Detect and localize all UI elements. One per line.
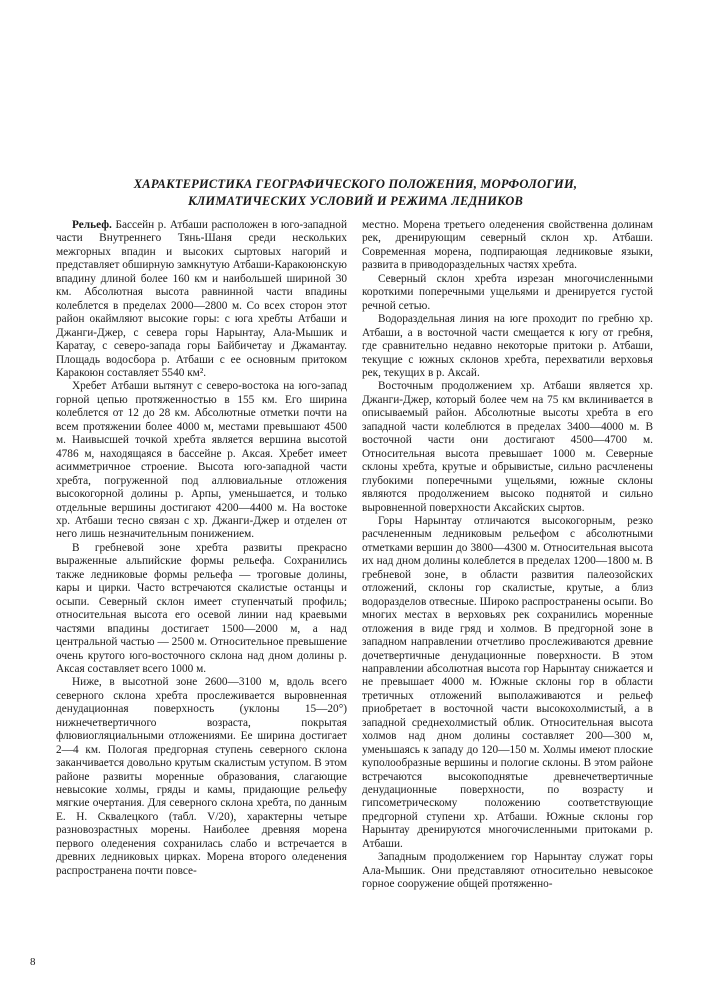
run-in-heading: Рельеф. — [72, 219, 112, 231]
page-title — [60, 176, 651, 210]
left-column — [56, 219, 347, 878]
paragraph: Северный склон хребта изрезан многочисленными короткими поперечными ущельями и дренируется густой речной сетью. — [362, 272, 653, 312]
paragraph: Ниже, в высотной зоне 2600—3100 м, вдоль всего северного склона хребта прослеживается выровненная денудационная поверхность (уклоны 15—20°) нижнечетвертичного возраста, покрытая флювиогляциальными отложениями. Ее ширина достигает 2—4 км. Пологая предгорная ступень северного склона заканчивается довольно крутым скалистым уступом. В этом районе развиты моренные образования, слагающие невысокие холмы, гряды и камы, придающие рельефу мягкие очертания. Для северного склона хребта, по данным Е. Н. Сквалецкого (табл. V/20), характерны четыре разновозрастных морены. Наиболее древняя морена первого оледенения сохранилась слабо и встречается в древних ледниковых цирках. Морена второго оледенения распространена почти повсе- — [56, 676, 347, 877]
paragraph: Водораздельная линия на юге проходит по гребню хр. Атбаши, а в восточной части смещается к югу от гребня, где сравнительно недавно некоторые притоки р. Атбаши, текущие с южных склонов хребта, перехватили верховья рек, текущих в р. Аксай. — [362, 313, 653, 379]
title-line-2: КЛИМАТИЧЕСКИХ УСЛОВИЙ И РЕЖИМА ЛЕДНИКОВ — [187, 194, 524, 208]
paragraph: Горы Нарынтау отличаются высокогорным, резко расчлененным ледниковым рельефом с абсолютными отметками вершин до 3800—4300 м. Относительная высота их над дном долины колеблется в пределах 1200—1800 м. В гребневой зоне, в области развития палеозойских отложений, склоны гор скалистые, крутые, а близ водоразделов отвесные. Широко распространены осыпи. Во многих местах в верховьях рек сохранились моренные отложения в виде гряд и холмов. В предгорной зоне в западном направлении отчетливо прослеживаются древние дочетвертичные денудационные поверхности. В этом направлении абсолютная высота гор Нарынтау снижается и не превышает 4000 м. Южные склоны гор в области третичных отложений выполаживаются и рельеф приобретает в восточной части высокохолмистый, а в западной среднехолмистый облик. Относительная высота холмов над дном долины составляет 200—300 м, уменьшаясь к западу до 120—150 м. Холмы имеют плоские куполообразные вершины и пологие склоны. В этом районе встречаются высокоподнятые древнечетвертичные денудационные поверхности, по возрасту и гипсометрическому положению соответствующие предгорной ступени хр. Атбаши. Южные склоны гор Нарынтау дренируются многочисленными притоками р. Атбаши. — [362, 514, 653, 850]
paragraph-relief — [56, 219, 347, 380]
paragraph-continued: местно. Морена третьего оледенения свойственна долинам рек, дренирующим северный склон хр. Атбаши. Современная морена, подпирающая ледниковые языки, развита в приводораздельных частях хребта. — [362, 219, 653, 272]
paragraph: Хребет Атбаши вытянут с северо-востока на юго-запад горной цепью протяженностью в 155 км. Его ширина колеблется от 12 до 28 км. Абсолютные отметки почти на всем протяжении более 4000 м, местами превышают 4500 м. Наивысшей точкой хребта является вершина высотой 4786 м, находящаяся в бассейне р. Аксая. Хребет имеет асимметричное строение. Высота юго-западной части хребта, погруженной под аллювиальные отложения высокогорной долины р. Арпы, уменьшается, и только отдельные вершины достигают 4200—4400 м. На востоке хр. Атбаши тесно связан с хр. Джанги-Джер и отделен от него лишь незначительным понижением. — [56, 380, 347, 541]
paragraph: В гребневой зоне хребта развиты прекрасно выраженные альпийские формы рельефа. Сохранились также ледниковые формы рельефа — троговые долины, кары и цирки. Часто встречаются скалистые останцы и осыпи. Северный склон имеет ступенчатый профиль; относительная высота его осевой линии над краевыми частями впадины достигает 1500—2000 м, а над центральной частью — 2500 м. Относительное превышение очень крутого юго-восточного склона над дном долины р. Аксая составляет всего 1000 м. — [56, 541, 347, 675]
page-number: 8 — [30, 956, 36, 968]
title-line-1: ХАРАКТЕРИСТИКА ГЕОГРАФИЧЕСКОГО ПОЛОЖЕНИЯ, МОРФОЛОГИИ, — [133, 177, 578, 191]
right-column — [362, 219, 653, 892]
paragraph: Западным продолжением гор Нарынтау служат горы Ала-Мышик. Они представляют относительно невысокое горное сооружение общей протяженно- — [362, 851, 653, 891]
paragraph: Восточным продолжением хр. Атбаши является хр. Джанги-Джер, который более чем на 75 км вклинивается в описываемый район. Абсолютные высоты хребта в его западной части колеблются в пределах 3400—4000 м. В восточной части они достигают 4500—4700 м. Относительная высота превышает 1000 м. Северные склоны хребта, крутые и обрывистые, сильно расчленены глубокими поперечными ущельями, южные склоны являются продолжением высоко поднятой и сильно выровненной поверхности Аксайских сыртов. — [362, 380, 653, 514]
paragraph-text: Бассейн р. Атбаши расположен в юго-западной части Внутреннего Тянь-Шаня среди нескольких межгорных впадин и высоких сыртовых нагорий и представляет обширную замкнутую Атбаши-Каракоюнскую впадину длиной более 160 км и наибольшей шириной 30 км. Абсолютная высота равнинной части впадины колеблется в пределах 2000—2800 м. Со всех сторон этот район окаймляют высокие горы: с юга хребты Атбаши и Джанги-Джер, с севера горы Нарынтау, Ала-Мышик и Каратау, с северо-запада горы Байбичетау и Джамантау. Площадь водосбора р. Атбаши с ее основным притоком Каракоюн составляет 5540 км². — [56, 219, 347, 379]
